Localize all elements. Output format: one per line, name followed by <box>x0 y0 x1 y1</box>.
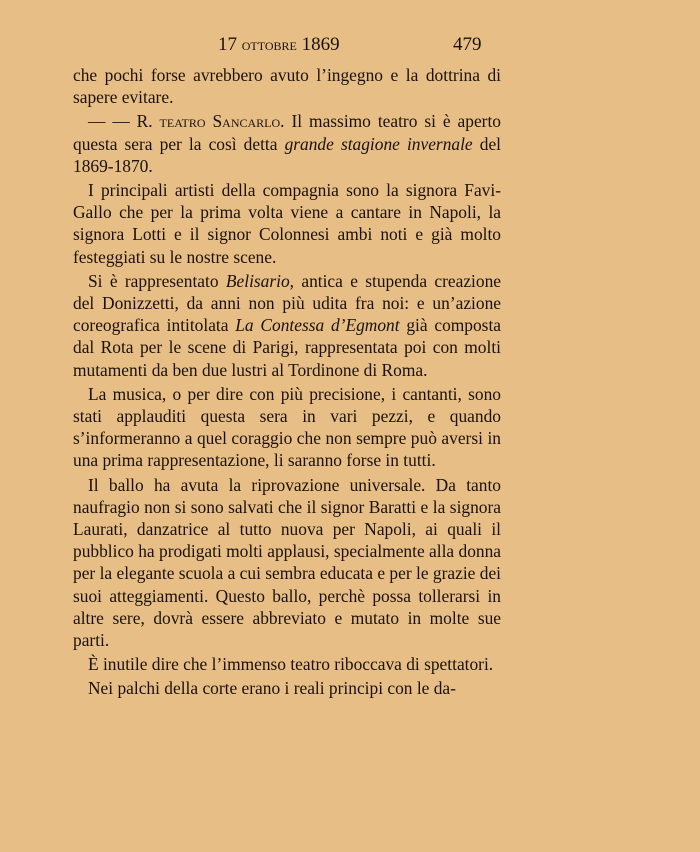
paragraph-text: Si è rappresentato <box>88 270 226 291</box>
paragraph-text: che pochi forse avrebbero avuto l’ingegno e la dottrina di sapere evitare. <box>73 65 501 108</box>
italic-phrase: grande stagione invernale <box>284 133 473 154</box>
page-number: 479 <box>453 34 482 55</box>
header-date <box>218 34 340 56</box>
body-paragraph <box>73 653 501 675</box>
paragraph-text: È inutile dire che l’immenso teatro riboccava di spettatori. <box>88 654 494 675</box>
paragraph-text: Il massimo teatro si è aperto questa sera per la così detta <box>73 111 501 154</box>
italic-phrase: La Contessa d’Egmont <box>235 315 400 336</box>
paragraph-text: Nei palchi della corte erano i reali principi con le da- <box>88 678 456 699</box>
body-paragraph <box>73 110 501 177</box>
paragraph-text: I principali artisti della compagnia sono la signora Favi-Gallo che per la prima volta viene a cantare in Napoli, la signora Lotti e il signor Colonnesi ambi noti e già molto festeggiati su le nostre scene. <box>73 180 501 267</box>
body-paragraph <box>73 677 501 699</box>
body-paragraph <box>73 179 501 268</box>
running-header <box>0 34 700 58</box>
body-paragraph <box>73 383 501 472</box>
page-body <box>73 64 501 700</box>
header-month: ottobre <box>241 35 297 54</box>
paragraph-text: La musica, o per dire con più precisione, i cantanti, sono stati applauditi questa sera in vari pezzi, e quando s’informeranno a quel coraggio che non sempre può aversi in una prima rappresentazione, li saranno forse in tutti. <box>73 383 501 471</box>
header-year: 1869 <box>301 34 340 55</box>
section-heading: R. teatro Sancarlo. <box>136 111 285 132</box>
body-paragraph <box>73 64 501 108</box>
paragraph-text: antica e stupenda creazione del Donizzetti, da anni non più udita fra noi: e un’azione coreografica intitolata <box>73 270 501 336</box>
paragraph-text: già composta dal Rota per le scene di Parigi, rappresentata poi con molti mutamenti da ben due lustri al Tordinone di Roma. <box>73 315 501 380</box>
paragraph-text: — — <box>88 111 137 132</box>
italic-phrase: Belisario, <box>225 270 295 291</box>
body-paragraph <box>73 270 501 381</box>
paragraph-text: del 1869-1870. <box>73 133 501 176</box>
header-day: 17 <box>218 34 237 55</box>
body-paragraph <box>73 474 501 652</box>
paragraph-text: Il ballo ha avuta la riprovazione universale. Da tanto naufragio non si sono salvati che il signor Baratti e la signora Laurati, danzatrice al tutto nuova per Napoli, ai quali il pubblico ha prodigati molti applausi, specialmente alla donna per la elegante scuola a cui sembra educata e per le grazie dei suoi atteggiamenti. Questo ballo, perchè possa tollerarsi in altre sere, dovrà essere abbreviato e mutato in molte sue parti. <box>73 474 501 651</box>
